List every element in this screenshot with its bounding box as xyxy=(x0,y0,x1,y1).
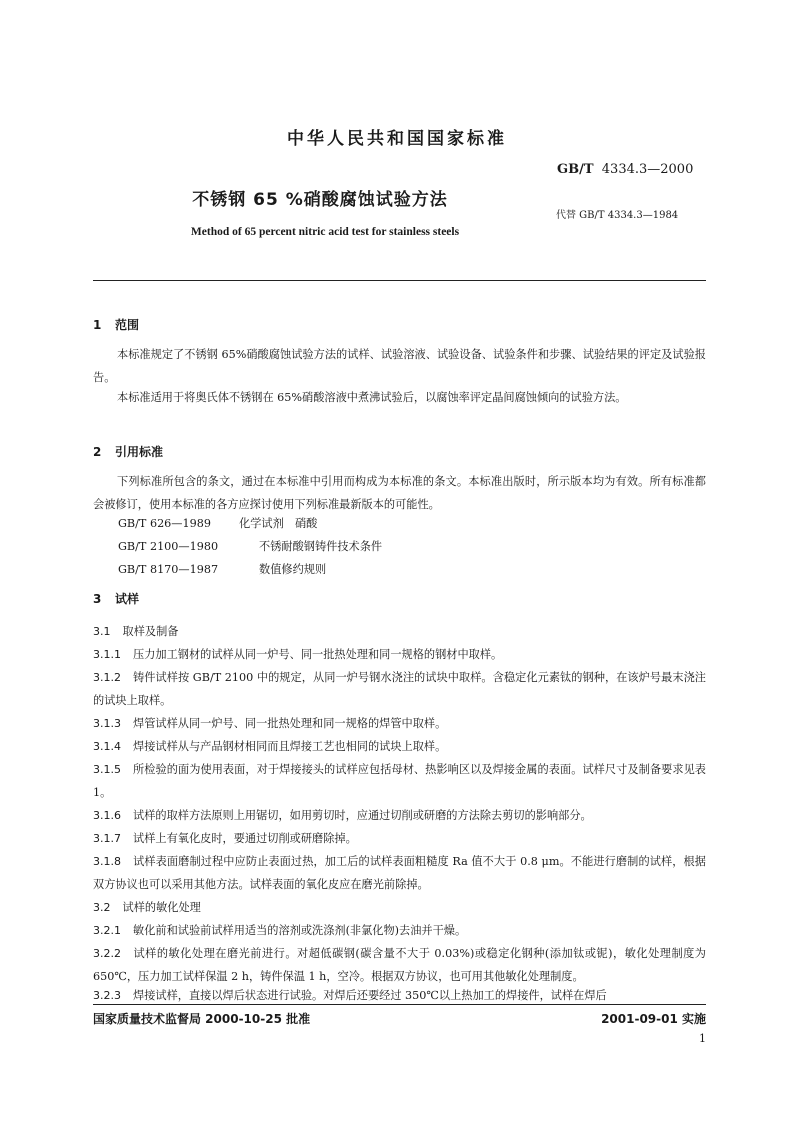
clause-number: 3.1.6 xyxy=(93,809,121,822)
clause-text: 试样上有氧化皮时，要通过切削或研磨除掉。 xyxy=(133,832,357,845)
section-1-paragraph-2: 本标准适用于将奥氏体不锈钢在 65%硝酸溶液中煮沸试验后，以腐蚀率评定晶间腐蚀倾向的试验方法。 xyxy=(117,391,627,404)
footer-divider xyxy=(93,1004,706,1005)
page-number: 1 xyxy=(699,1032,706,1045)
section-1-number: 1 xyxy=(93,318,102,332)
header-divider xyxy=(93,280,706,281)
clause-number: 3.2.2 xyxy=(93,947,121,960)
section-2-paragraph-1: 下列标准所包含的条文，通过在本标准中引用而构成为本标准的条文。本标准出版时，所示版本均为有效。所有标准都会被修订，使用本标准的各方应探讨使用下列标准最新版本的可能性。 xyxy=(93,475,706,511)
clause-number: 3.1.5 xyxy=(93,763,121,776)
clause-number: 3.2.1 xyxy=(93,924,121,937)
standard-code-number: 4334.3—2000 xyxy=(601,162,694,177)
reference-code: GB/T 626—1989 xyxy=(118,517,211,530)
standard-type-heading: 中华人民共和国国家标准 xyxy=(287,129,507,149)
section-1-title: 范围 xyxy=(115,318,140,332)
reference-title: 数值修约规则 xyxy=(259,563,327,576)
reference-item xyxy=(118,515,317,531)
reference-item xyxy=(118,561,326,577)
reference-item xyxy=(118,538,382,554)
clause-3-2 xyxy=(93,896,706,919)
clause-3-1 xyxy=(93,620,706,643)
clause-3-1-1 xyxy=(93,643,706,666)
clause-text: 试样的取样方法原则上用锯切，如用剪切时，应通过切削或研磨的方法除去剪切的影响部分。 xyxy=(133,809,592,822)
clause-3-1-3 xyxy=(93,712,706,735)
section-1-heading xyxy=(93,316,139,333)
clause-text: 取样及制备 xyxy=(122,625,179,638)
clause-text: 试样的敏化处理 xyxy=(122,901,201,914)
clause-text: 敏化前和试验前试样用适当的溶剂或洗涤剂(非氯化物)去油并干燥。 xyxy=(133,924,467,937)
clause-number: 3.1.4 xyxy=(93,740,121,753)
clause-number: 3.1.2 xyxy=(93,671,121,684)
approval-date: 国家质量技术监督局 2000-10-25 批准 xyxy=(93,1012,311,1026)
implementation-date: 2001-09-01 实施 xyxy=(601,1012,706,1026)
clause-3-2-1 xyxy=(93,919,706,942)
clause-3-1-2 xyxy=(93,666,706,712)
section-3-heading xyxy=(93,590,139,607)
section-2-number: 2 xyxy=(93,445,102,459)
section-1-paragraph-1: 本标准规定了不锈钢 65%硝酸腐蚀试验方法的试样、试验溶液、试验设备、试验条件和步骤、试验结果的评定及试验报告。 xyxy=(93,348,706,384)
clause-number: 3.1 xyxy=(93,625,111,638)
clause-text: 试样的敏化处理在磨光前进行。对超低碳钢(碳含量不大于 0.03%)或稳定化钢种(添加钛或铌)，敏化处理制度为 650℃，压力加工试样保温 2 h，铸件保温 1 h，空冷。根据双方协议，也可用其他敏化处理制度。 xyxy=(93,947,706,983)
clause-text: 所检验的面为使用表面，对于焊接接头的试样应包括母材、热影响区以及焊接金属的表面。试样尺寸及制备要求见表 1。 xyxy=(93,763,706,799)
section-3-number: 3 xyxy=(93,592,102,606)
clause-3-1-6 xyxy=(93,804,706,827)
clause-number: 3.2 xyxy=(93,901,111,914)
replaces-note: 代替 GB/T 4334.3—1984 xyxy=(556,210,679,221)
clause-number: 3.2.3 xyxy=(93,989,121,1002)
clause-number: 3.1.7 xyxy=(93,832,121,845)
clause-number: 3.1.8 xyxy=(93,855,121,868)
section-3-title: 试样 xyxy=(115,592,140,606)
document-title-cn: 不锈钢 65 %硝酸腐蚀试验方法 xyxy=(192,190,448,210)
clause-number: 3.1.1 xyxy=(93,648,121,661)
clause-text: 焊管试样从同一炉号、同一批热处理和同一规格的焊管中取样。 xyxy=(133,717,447,730)
clause-text: 试样表面磨制过程中应防止表面过热，加工后的试样表面粗糙度 Ra 值不大于 0.8 μm。不能进行磨制的试样，根据双方协议也可以采用其他方法。试样表面的氧化皮应在磨光前除掉。 xyxy=(93,855,706,891)
clause-3-1-7 xyxy=(93,827,706,850)
clause-3-1-5 xyxy=(93,758,706,804)
clause-3-1-4 xyxy=(93,735,706,758)
section-2-heading xyxy=(93,443,163,460)
clause-text: 压力加工钢材的试样从同一炉号、同一批热处理和同一规格的钢材中取样。 xyxy=(133,648,503,661)
clause-text: 铸件试样按 GB/T 2100 中的规定，从同一炉号钢水浇注的试块中取样。含稳定化元素钛的钢种，在该炉号最末浇注的试块上取样。 xyxy=(93,671,706,707)
clause-number: 3.1.3 xyxy=(93,717,121,730)
clause-text: 焊接试样，直接以焊后状态进行试验。对焊后还要经过 350℃以上热加工的焊接件，试样在焊后 xyxy=(133,989,607,1002)
document-title-en: Method of 65 percent nitric acid test for stainless steels xyxy=(190,226,460,238)
standard-code xyxy=(557,162,693,177)
reference-title: 不锈耐酸钢铸件技术条件 xyxy=(259,540,383,553)
reference-title: 化学试剂 硝酸 xyxy=(239,517,318,530)
section-2-title: 引用标准 xyxy=(115,445,164,459)
reference-code: GB/T 2100—1980 xyxy=(118,540,219,553)
reference-code: GB/T 8170—1987 xyxy=(118,563,219,576)
clause-3-2-2 xyxy=(93,942,706,988)
standard-code-prefix: GB/T xyxy=(557,162,594,177)
clause-text: 焊接试样从与产品钢材相同而且焊接工艺也相同的试块上取样。 xyxy=(133,740,447,753)
clause-3-1-8 xyxy=(93,850,706,896)
